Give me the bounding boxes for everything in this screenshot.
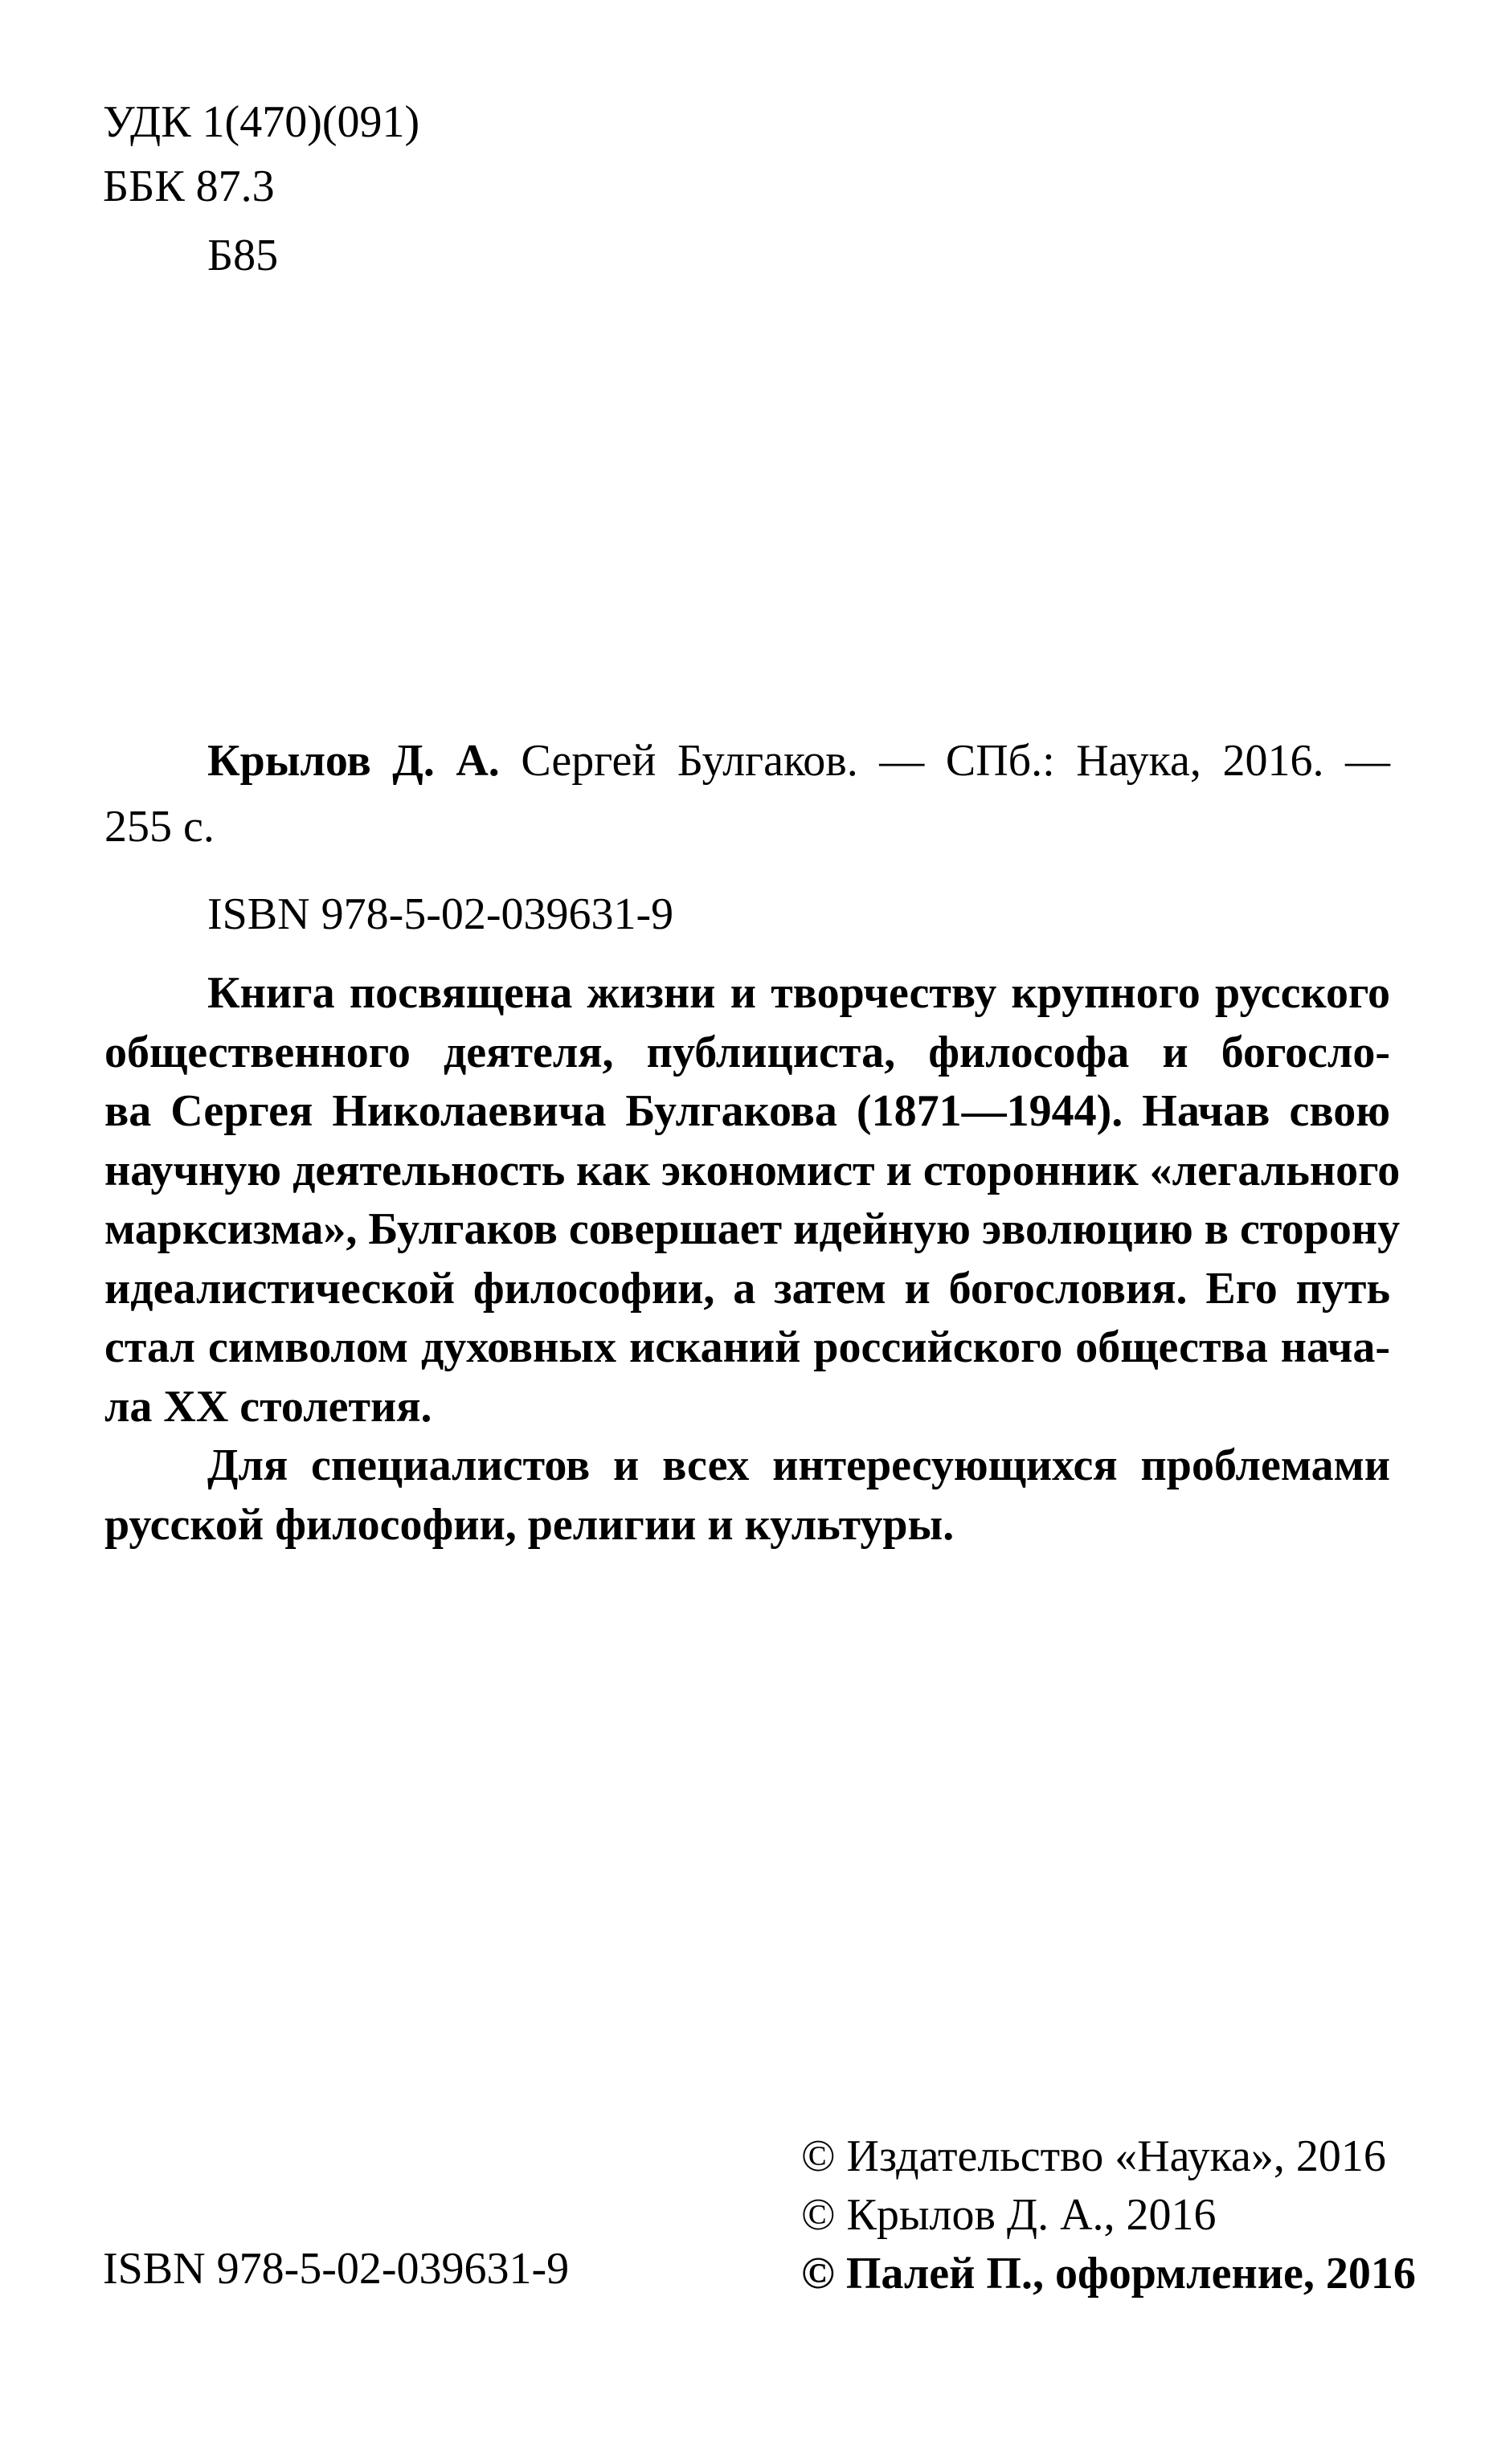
copyright-publisher: © Издательство «Наука», 2016 (801, 2131, 1386, 2181)
author-sign: Б85 (207, 231, 279, 280)
abstract-line: общественного деятеля, публициста, философа и богосло- (104, 1027, 1390, 1077)
abstract-line: ва Сергея Николаевича Булгакова (1871—1944). Начав свою (104, 1086, 1390, 1136)
abstract-line: ла XX столетия. (104, 1381, 432, 1432)
abstract-line: научную деятельность как экономист и сторонник «легального (104, 1145, 1401, 1195)
abstract-line: марксизма», Булгаков совершает идейную эволюцию в сторону (104, 1204, 1401, 1254)
abstract-line: идеалистической философии, а затем и богословия. Его путь (104, 1263, 1390, 1314)
copyright-design: © Палей П., оформление, 2016 (801, 2249, 1416, 2299)
copyright-author: © Крылов Д. А., 2016 (801, 2190, 1217, 2240)
isbn-top: ISBN 978-5-02-039631-9 (207, 889, 674, 939)
audience-line: Для специалистов и всех интересующихся проблемами (207, 1440, 1390, 1490)
bibliographic-record (104, 728, 1390, 860)
page-count: 255 с. (104, 802, 215, 852)
title-publisher: Сергей Булгаков. — СПб.: Наука, 2016. — (521, 736, 1390, 786)
bibliographic-line-1 (104, 728, 1390, 794)
abstract-line: стал символом духовных исканий российского общества нача- (104, 1322, 1390, 1372)
audience-line: русской философии, религии и культуры. (104, 1499, 955, 1550)
abstract (104, 964, 1401, 1555)
copyright-block (801, 2127, 1416, 2303)
author-name: Крылов Д. А. (207, 736, 500, 786)
udk-code: УДК 1(470)(091) (103, 97, 420, 147)
bbk-code: ББК 87.3 (103, 161, 275, 211)
abstract-line: Книга посвящена жизни и творчеству крупного русского (207, 968, 1390, 1018)
isbn-bottom: ISBN 978-5-02-039631-9 (103, 2244, 570, 2294)
